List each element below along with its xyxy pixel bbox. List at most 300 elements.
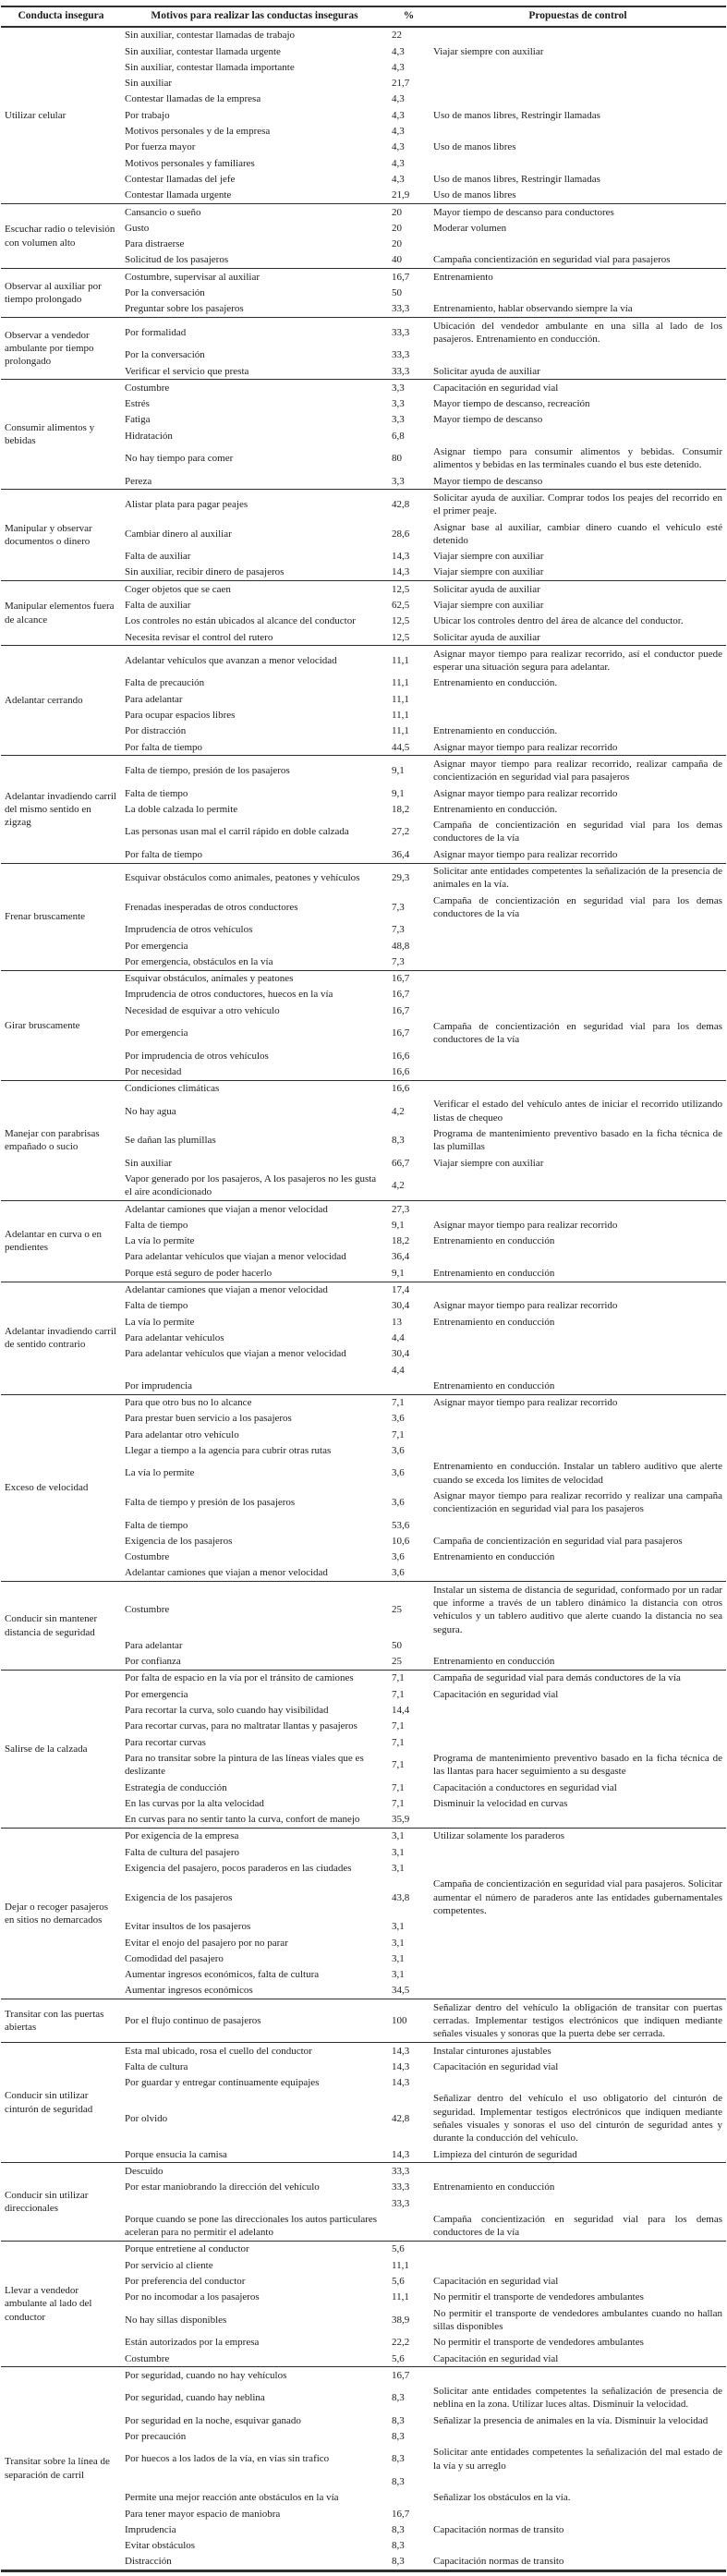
- motivo-cell: Vapor generado por los pasajeros, A los pasajeros no les gusta el aire acondicionado: [125, 1173, 377, 1198]
- motivo-cell: Hidratación: [125, 430, 173, 442]
- propuesta-cell: Entrenamiento en conducción: [433, 1551, 555, 1563]
- pct-cell: 7,1: [392, 1736, 405, 1748]
- pct-cell: 8,3: [392, 2414, 405, 2426]
- propuesta-cell: [430, 237, 726, 252]
- propuesta-cell: Asignar base al auxiliar, cambiar dinero cuando el vehículo esté detenido: [433, 521, 722, 546]
- pct-cell: [388, 1378, 430, 1394]
- motivo-cell: Imprudencia de otros vehículos: [125, 924, 253, 936]
- motivo-cell: Falta de tiempo: [125, 1519, 188, 1531]
- pct-cell: 22: [388, 27, 430, 43]
- pct-cell: 25: [388, 1582, 430, 1638]
- pct-cell: 16,7: [392, 2508, 410, 2520]
- conducta-cell: Observar al auxiliar por tiempo prolongado: [1, 269, 121, 318]
- pct-cell: 3,3: [392, 414, 405, 426]
- propuesta-cell: Viajar siempre con auxiliar: [433, 45, 544, 57]
- motivo-cell: Sin auxiliar, contestar llamada urgente: [125, 45, 281, 57]
- pct-cell: 7,3: [392, 901, 405, 913]
- propuesta-cell: [430, 1565, 726, 1582]
- pct-cell: 7,3: [392, 955, 405, 967]
- motivo-cell: En las curvas por la alta velocidad: [125, 1797, 264, 1809]
- propuesta-cell: [430, 1967, 726, 1983]
- motivo-cell: Costumbre, supervisar al auxiliar: [121, 269, 388, 286]
- pct-cell: 5,6: [392, 2276, 405, 2288]
- propuesta-cell: Solicitar ante entidades competentes la señalización de presencia de neblina en la zona. Utilizar luces altas. Disminuir la velocidad.: [433, 2386, 722, 2411]
- propuesta-cell: Asignar mayor tiempo para realizar recorrido y realizar una campaña concientización en seguridad vial para los pasajeros: [433, 1489, 722, 1515]
- motivo-cell: Por no incomodar a los pasajeros: [125, 2291, 260, 2303]
- propuesta-cell: [430, 1002, 726, 1018]
- conducta-cell: Manipular y observar documentos o dinero: [1, 490, 121, 581]
- motivo-cell: Evitar obstáculos: [125, 2540, 196, 2552]
- propuesta-cell: No permitir el transporte de vendedores ambulantes: [433, 2337, 644, 2349]
- motivo-cell: Gusto: [125, 222, 150, 234]
- propuesta-cell: [430, 2241, 726, 2257]
- propuesta-cell: Solicitar ante entidades competentes la señalización de la presencia de animales en la vía.: [430, 863, 726, 893]
- table-header: [1, 6, 726, 27]
- pct-cell: 8,3: [392, 2556, 405, 2568]
- propuesta-cell: [430, 1171, 726, 1200]
- table-row: [1, 2367, 726, 2384]
- propuesta-cell: [430, 708, 726, 723]
- propuesta-cell: Disminuir la velocidad en curvas: [433, 1797, 568, 1809]
- table-row: [1, 1201, 726, 1218]
- propuesta-cell: [430, 1346, 726, 1362]
- propuesta-cell: Campaña concientización en seguridad vial para pasajeros: [433, 254, 671, 266]
- pct-cell: 4,3: [392, 157, 405, 169]
- motivo-cell: Para adelantar vehículos que viajan a menor velocidad: [125, 1348, 346, 1360]
- propuesta-cell: [430, 1063, 726, 1080]
- motivo-cell: Evitar insultos de los pasajeros: [125, 1921, 251, 1933]
- pct-cell: [388, 2490, 430, 2506]
- motivo-cell: Por olvido: [125, 2112, 168, 2124]
- pct-cell: 3,3: [392, 398, 405, 410]
- conducta-cell: Dejar o recoger pasajeros en sitios no demarcados: [1, 1828, 121, 1999]
- propuesta-cell: Entrenamiento en conducción. Instalar un tablero auditivo que alerte cuando se exceda los limites de velocidad: [433, 1461, 722, 1486]
- pct-cell: 12,5: [392, 631, 410, 643]
- motivo-cell: Esta mal ubicado, rosa el cuello del conductor: [121, 2043, 388, 2060]
- propuesta-cell: Mayor tiempo de descanso para conductores: [430, 204, 726, 221]
- propuesta-cell: No permitir el transporte de vendedores ambulantes: [433, 2291, 644, 2303]
- motivo-cell: Falta de precaución: [125, 677, 205, 689]
- pct-cell: 42,8: [392, 2112, 410, 2124]
- propuesta-cell: Entrenamiento en conducción.: [433, 725, 558, 737]
- conducta-cell: Manejar con parabrisas empañado o sucio: [1, 1080, 121, 1200]
- propuesta-cell: [430, 1950, 726, 1966]
- motivo-cell: Adelantar camiones que viajan a menor velocidad: [121, 1201, 388, 1218]
- pct-cell: 5,6: [392, 2352, 405, 2364]
- pct-cell: 20: [392, 222, 402, 234]
- pct-cell: 16,7: [388, 2367, 430, 2384]
- pct-cell: 3,3: [388, 380, 430, 396]
- propuesta-cell: Ubicar los controles dentro del área de alcance del conductor.: [433, 615, 684, 627]
- table-row: [1, 970, 726, 987]
- conducta-cell: Salirse de la calzada: [1, 1670, 121, 1828]
- pct-cell: 3,6: [392, 1413, 405, 1425]
- motivo-cell: Descuido: [121, 2163, 388, 2180]
- propuesta-cell: [430, 1703, 726, 1719]
- pct-cell: 4,4: [392, 1364, 405, 1376]
- pct-cell: 8,3: [392, 2453, 405, 2465]
- pct-cell: 62,5: [392, 599, 410, 611]
- motivo-cell: Para adelantar vehículos que viajan a menor velocidad: [125, 1251, 346, 1263]
- pct-cell: 29,3: [388, 863, 430, 893]
- propuesta-cell: [430, 428, 726, 444]
- motivo-cell: Verificar el servicio que presta: [125, 365, 249, 377]
- pct-cell: 12,5: [388, 581, 430, 598]
- motivo-cell: En curvas para no sentir tanto la curva, confort de manejo: [125, 1814, 360, 1826]
- pct-cell: 9,1: [388, 756, 430, 785]
- motivo-cell: Adelantar vehículos que avanzan a menor velocidad: [121, 646, 388, 675]
- pct-cell: 8,3: [392, 2540, 405, 2552]
- propuesta-cell: [430, 286, 726, 301]
- motivo-cell: Porque entretiene al conductor: [121, 2241, 388, 2257]
- motivo-cell: Condiciones climáticas: [121, 1080, 388, 1097]
- propuesta-cell: Campaña concientización en seguridad vial para los demas conductores de la vía: [433, 2213, 722, 2239]
- pct-cell: 34,5: [392, 1985, 410, 1997]
- propuesta-cell: [430, 1443, 726, 1459]
- propuesta-cell: [430, 59, 726, 75]
- motivo-cell: Permite una mejor reacción ante obstáculos en la vía: [125, 2492, 339, 2504]
- motivo-cell: Esquivar obstáculos como animales, peatones y vehículos: [121, 863, 388, 893]
- pct-cell: 14,4: [392, 1705, 410, 1717]
- pct-cell: 4,3: [392, 141, 405, 153]
- pct-cell: 14,3: [392, 2060, 410, 2072]
- motivo-cell: La vía lo permite: [125, 1316, 195, 1328]
- propuesta-cell: Capacitación normas de transito: [433, 2523, 564, 2535]
- propuesta-cell: [430, 1330, 726, 1345]
- propuesta-cell: [430, 922, 726, 938]
- propuesta-cell: Instalar cinturones ajustables: [430, 2043, 726, 2060]
- motivo-cell: Costumbre: [121, 1582, 388, 1638]
- table-row: [1, 2043, 726, 2060]
- pct-cell: 30,4: [392, 1300, 410, 1312]
- propuesta-cell: Asignar mayor tiempo para realizar recorrido: [433, 1300, 618, 1312]
- motivo-cell: Por fuerza mayor: [125, 141, 196, 153]
- motivo-cell: Porque cuando se pone las direccionales los autos particulares aceleran para no permitir el adelanto: [125, 2213, 378, 2239]
- propuesta-cell: Entrenamiento en conducción: [433, 1267, 555, 1279]
- pct-cell: 100: [388, 1999, 430, 2043]
- propuesta-cell: Entrenamiento, hablar observando siempre la vía: [433, 303, 633, 315]
- table-row: [1, 756, 726, 785]
- motivo-cell: La doble calzada lo permite: [125, 803, 238, 815]
- propuesta-cell: [430, 1719, 726, 1734]
- propuesta-cell: [430, 347, 726, 363]
- pct-cell: 33,3: [392, 303, 410, 315]
- pct-cell: 18,2: [392, 803, 410, 815]
- propuesta-cell: Solicitar ayuda de auxiliar: [433, 631, 540, 643]
- table-row: [1, 318, 726, 347]
- propuesta-cell: Asignar mayor tiempo para realizar recorrido: [430, 1394, 726, 1411]
- motivo-cell: Por seguridad, cuando no hay vehículos: [121, 2367, 388, 2384]
- motivo-cell: Necesidad de esquivar a otro vehículo: [125, 1004, 280, 1016]
- propuesta-cell: Mayor tiempo de descanso: [433, 414, 543, 426]
- pct-cell: 7,1: [392, 1781, 405, 1793]
- propuesta-cell: [430, 1812, 726, 1829]
- motivo-cell: Motivos personales y de la empresa: [125, 126, 271, 138]
- conducta-cell: Manipular elementos fuera de alcance: [1, 581, 121, 646]
- propuesta-cell: Campaña de concientización en seguridad vial para pasajeros: [433, 1535, 683, 1547]
- pct-cell: 7,1: [392, 1428, 405, 1440]
- motivo-cell: Falta de auxiliar: [125, 599, 191, 611]
- propuesta-cell: Entrenamiento en conducción: [433, 1235, 555, 1247]
- propuesta-cell: Campaña de concientización en seguridad vial para pasajeros. Solicitar aumentar el número de paraderos ante las entidades gubernamentales competentes.: [433, 1878, 722, 1916]
- motivo-cell: Solicitud de los pasajeros: [125, 254, 229, 266]
- motivo-cell: Porque está seguro de poder hacerlo: [125, 1267, 273, 1279]
- motivo-cell: Sin auxiliar, recibir dinero de pasajeros: [125, 566, 285, 578]
- pct-cell: 44,5: [392, 741, 410, 753]
- motivo-cell: Fatiga: [125, 414, 151, 426]
- col-header-propuestas: Propuestas de control: [430, 6, 726, 27]
- pct-cell: 13: [392, 1316, 402, 1328]
- motivo-cell: Falta de tiempo y presión de los pasajeros: [125, 1497, 296, 1509]
- propuesta-cell: [430, 987, 726, 1002]
- pct-cell: 9,1: [392, 1219, 405, 1231]
- pct-cell: 7,1: [392, 1797, 405, 1809]
- pct-cell: 6,8: [392, 430, 405, 442]
- propuesta-cell: Campaña de concientización en seguridad vial para los demas conductores de la vía: [433, 820, 722, 844]
- propuesta-cell: Asignar mayor tiempo para realizar recorrido: [433, 848, 618, 860]
- motivo-cell: Coger objetos que se caen: [121, 581, 388, 598]
- motivo-cell: Llegar a tiempo a la agencia para cubrir otras rutas: [125, 1445, 332, 1457]
- table-row: [1, 1670, 726, 1686]
- propuesta-cell: Entrenamiento: [430, 269, 726, 286]
- conducta-cell: Escuchar radio o televisión con volumen alto: [1, 204, 121, 269]
- propuesta-cell: Viajar siempre con auxiliar: [433, 1157, 544, 1169]
- motivo-cell: Para adelantar: [125, 693, 183, 705]
- table-body: [1, 27, 726, 2571]
- motivo-cell: Costumbre: [125, 2352, 170, 2364]
- propuesta-cell: Asignar mayor tiempo para realizar recorrido, así el conductor puede esperar una situación segura para adelantar.: [430, 646, 726, 675]
- motivo-cell: Por falta de espacio en la vía por el tránsito de camiones: [121, 1670, 388, 1686]
- motivo-cell: Por imprudencia de otros vehículos: [125, 1050, 269, 1062]
- propuesta-cell: Entrenamiento en conducción: [433, 1656, 555, 1668]
- pct-cell: 3,1: [392, 1952, 405, 1964]
- pct-cell: 3,1: [388, 1828, 430, 1844]
- motivo-cell: Por trabajo: [125, 109, 170, 121]
- conducta-cell: Adelantar cerrando: [1, 646, 121, 756]
- pct-cell: 16,7: [392, 1004, 410, 1016]
- motivo-cell: Por seguridad en la noche, esquivar ganado: [125, 2414, 301, 2426]
- propuesta-cell: [430, 691, 726, 707]
- unsafe-behaviors-table: [1, 6, 726, 2572]
- table-row: [1, 1394, 726, 1411]
- propuesta-cell: Asignar mayor tiempo para realizar recorrido: [433, 1219, 618, 1231]
- motivo-cell: Aumentar ingresos económicos: [125, 1985, 253, 1997]
- propuesta-cell: [430, 2506, 726, 2521]
- motivo-cell: Por la conversación: [125, 287, 205, 299]
- propuesta-cell: [430, 938, 726, 954]
- motivo-cell: Para adelantar vehículos: [125, 1331, 224, 1343]
- propuesta-cell: [430, 1201, 726, 1218]
- pct-cell: 7,1: [388, 1394, 430, 1411]
- propuesta-cell: Viajar siempre con auxiliar: [433, 566, 544, 578]
- pct-cell: 16,7: [392, 1027, 410, 1039]
- motivo-cell: Evitar el enojo del pasajero por no parar: [125, 1937, 288, 1949]
- motivo-cell: Falta de tiempo: [125, 1300, 188, 1312]
- motivo-cell: Frenadas inesperadas de otros conductores: [125, 901, 298, 913]
- propuesta-cell: Verificar el estado del vehículo antes de iniciar el recorrido utilizando listas de chequeo: [433, 1099, 722, 1124]
- table-row: [1, 269, 726, 286]
- table-row: [1, 863, 726, 893]
- pct-cell: 3,6: [392, 1497, 405, 1509]
- motivo-cell: Para recortar curvas: [125, 1736, 206, 1748]
- pct-cell: 17,4: [388, 1282, 430, 1298]
- pct-cell: 16,6: [388, 1080, 430, 1097]
- pct-cell: 53,6: [392, 1519, 410, 1531]
- pct-cell: 48,8: [392, 940, 410, 952]
- propuesta-cell: Entrenamiento en conducción.: [433, 677, 558, 689]
- propuesta-cell: [430, 1734, 726, 1750]
- propuesta-cell: Campaña de seguridad vial para demás conductores de la vía: [430, 1670, 726, 1686]
- conducta-cell: Conducir sin utilizar cinturón de seguridad: [1, 2043, 121, 2163]
- motivo-cell: No hay tiempo para comer: [125, 453, 234, 465]
- table-row: [1, 27, 726, 43]
- pct-cell: 16,7: [392, 989, 410, 1001]
- pct-cell: 33,3: [392, 349, 410, 361]
- propuesta-cell: Viajar siempre con auxiliar: [433, 551, 544, 563]
- motivo-cell: Para tener mayor espacio de maniobra: [125, 2508, 281, 2520]
- propuesta-cell: Señalizar dentro del vehículo la obligación de transitar con puertas cerradas. Implementar testigos electrónicos que indiquen mediante señales visuales y sonoras que la puerta debe ser cerrada.: [430, 1999, 726, 2043]
- pct-cell: 4,3: [392, 93, 405, 105]
- propuesta-cell: Utilizar solamente los paraderos: [430, 1828, 726, 1844]
- motivo-cell: Necesita revisar el control del rutero: [125, 631, 273, 643]
- propuesta-cell: Señalizar los obstáculos en la vía.: [433, 2492, 571, 2504]
- motivo-cell: Por necesidad: [125, 1065, 182, 1077]
- motivo-cell: Distracción: [125, 2556, 172, 2568]
- pct-cell: 14,3: [392, 551, 410, 563]
- pct-cell: 50: [392, 1639, 402, 1651]
- propuesta-cell: [430, 954, 726, 970]
- propuesta-cell: Entrenamiento en conducción: [433, 1379, 555, 1391]
- pct-cell: 27,2: [392, 826, 410, 838]
- motivo-cell: Porque ensucia la camisa: [125, 2148, 227, 2160]
- pct-cell: 7,1: [392, 1720, 405, 1732]
- motivo-cell: Por confianza: [125, 1656, 181, 1668]
- motivo-cell: Por seguridad, cuando hay neblina: [125, 2392, 265, 2404]
- propuesta-cell: [430, 2163, 726, 2180]
- propuesta-cell: Uso de manos libres: [433, 189, 516, 201]
- motivo-cell: Por emergencia: [125, 1688, 188, 1700]
- propuesta-cell: [430, 970, 726, 987]
- propuesta-cell: [430, 1844, 726, 1860]
- pct-cell: 3,6: [392, 1445, 405, 1457]
- propuesta-cell: Mayor tiempo de descanso: [433, 475, 543, 487]
- propuesta-cell: Asignar mayor tiempo para realizar recorrido, realizar campaña de concientización en seguridad vial para pasajeros: [430, 756, 726, 785]
- pct-cell: 3,1: [392, 1921, 405, 1933]
- pct-cell: 11,1: [392, 677, 409, 689]
- motivo-cell: Contestar llamada urgente: [125, 189, 232, 201]
- motivo-cell: Por la conversación: [125, 349, 205, 361]
- table-row: [1, 581, 726, 598]
- motivo-cell: Para recortar curvas, para no maltratar llantas y pasajeros: [125, 1720, 357, 1732]
- pct-cell: 9,1: [392, 787, 405, 799]
- motivo-cell: Para adelantar otro vehículo: [125, 1428, 239, 1440]
- pct-cell: 3,3: [392, 475, 405, 487]
- pct-cell: 7,1: [392, 1688, 405, 1700]
- pct-cell: 16,7: [388, 269, 430, 286]
- table-row: [1, 1080, 726, 1097]
- motivo-cell: Por servicio al cliente: [125, 2259, 213, 2271]
- propuesta-cell: Solicitar ante entidades competentes la señalización del mal estado de la vía y su arreglo: [433, 2447, 722, 2472]
- pct-cell: 3,1: [392, 1937, 405, 1949]
- motivo-cell: Los controles no están ubicados al alcance del conductor: [125, 615, 356, 627]
- motivo-cell: Imprudencia: [125, 2523, 176, 2535]
- propuesta-cell: [430, 1935, 726, 1950]
- motivo-cell: Para prestar buen servicio a los pasajeros: [125, 1413, 292, 1425]
- propuesta-cell: Instalar un sistema de distancia de seguridad, conformado por un radar que informe a través de un tablero dinámico la distancia con otros vehículos y un tablero auditivo que alerte cuando la distancia no sea segura.: [430, 1582, 726, 1638]
- pct-cell: 28,6: [392, 528, 410, 540]
- propuesta-cell: Capacitación en seguridad vial: [433, 2352, 559, 2364]
- pct-cell: 18,2: [392, 1235, 410, 1247]
- propuesta-cell: [430, 1048, 726, 1063]
- propuesta-cell: Asignar tiempo para consumir alimentos y bebidas. Consumir alimentos y bebidas en las terminales cuando el bus este detenido.: [433, 446, 722, 471]
- propuesta-cell: [430, 27, 726, 43]
- pct-cell: 8,3: [392, 2475, 405, 2487]
- motivo-cell: Para ocupar espacios libres: [125, 710, 236, 722]
- motivo-cell: Sin auxiliar, contestar llamadas de trabajo: [121, 27, 388, 43]
- propuesta-cell: Uso de manos libres, Restringir llamadas: [433, 109, 600, 121]
- motivo-cell: Exigencia del pasajero, pocos paraderos en las ciudades: [125, 1863, 352, 1875]
- propuesta-cell: Solicitar ayuda de auxiliar: [433, 365, 540, 377]
- motivo-cell: Costumbre: [125, 1551, 170, 1563]
- motivo-cell: Para adelantar: [125, 1639, 183, 1651]
- motivo-cell: Para recortar la curva, solo cuando hay visibilidad: [125, 1705, 329, 1717]
- conducta-cell: Llevar a vendedor ambulante al lado del conductor: [1, 2241, 121, 2366]
- conducta-cell: Adelantar invadiendo carril del mismo sentido en zigzag: [1, 756, 121, 863]
- pct-cell: 14,3: [392, 2148, 410, 2160]
- propuesta-cell: Señalizar la presencia de animales en la vía. Disminuir la velocidad: [433, 2414, 709, 2426]
- table-row: [1, 1828, 726, 1844]
- conducta-cell: Transitar sobre la línea de separación de carril: [1, 2367, 121, 2571]
- col-header-conducta: Conducta insegura: [1, 6, 121, 27]
- pct-cell: 36,4: [392, 1251, 410, 1263]
- propuesta-cell: Programa de mantenimiento preventivo basado en la ficha técnica de las plumillas: [433, 1128, 722, 1153]
- pct-cell: 9,1: [392, 1267, 405, 1279]
- propuesta-cell: Solicitar ayuda de auxiliar: [430, 581, 726, 598]
- motivo-cell: Contestar llamadas del jefe: [125, 173, 236, 185]
- pct-cell: 12,5: [392, 615, 410, 627]
- pct-cell: 3,6: [392, 1551, 405, 1563]
- pct-cell: 4,3: [392, 109, 405, 121]
- propuesta-cell: Solicitar ayuda de auxiliar. Comprar todos los peajes del recorrido en el primer peaje.: [430, 490, 726, 519]
- motivo-cell: Por distracción: [125, 725, 187, 737]
- motivo-cell: Contestar llamadas de la empresa: [125, 93, 261, 105]
- motivo-cell: Para distraerse: [125, 238, 185, 250]
- propuesta-cell: [430, 1282, 726, 1298]
- pct-cell: 3,6: [392, 1467, 405, 1479]
- pct-cell: 33,3: [392, 365, 410, 377]
- conducta-cell: Conducir sin mantener distancia de seguridad: [1, 1582, 121, 1671]
- propuesta-cell: Campaña de concientización en seguridad vial para los demas conductores de la vía: [433, 894, 722, 919]
- motivo-cell: Por emergencia: [125, 940, 188, 952]
- pct-cell: 20: [388, 204, 430, 221]
- pct-cell: 16,7: [388, 970, 430, 987]
- propuesta-cell: [430, 2367, 726, 2384]
- motivo-cell: Falta de auxiliar: [125, 551, 191, 563]
- pct-cell: 22,2: [392, 2337, 410, 2349]
- propuesta-cell: Capacitación en seguridad vial: [433, 2060, 559, 2072]
- motivo-cell: Adelantar camiones que viajan a menor velocidad: [121, 1282, 388, 1298]
- propuesta-cell: [430, 2473, 726, 2489]
- propuesta-cell: Entrenamiento en conducción.: [433, 803, 558, 815]
- propuesta-cell: Viajar siempre con auxiliar: [433, 599, 544, 611]
- motivo-cell: Falta de tiempo: [125, 1219, 188, 1231]
- pct-cell: 4,3: [392, 126, 405, 138]
- pct-cell: 16,6: [392, 1065, 410, 1077]
- propuesta-cell: [430, 2538, 726, 2554]
- motivo-cell: Falta de tiempo, presión de los pasajeros: [121, 756, 388, 785]
- motivo-cell: Preguntar sobre los pasajeros: [125, 303, 244, 315]
- propuesta-cell: Campaña de concientización en seguridad vial para los demas conductores de la vía: [433, 1021, 722, 1046]
